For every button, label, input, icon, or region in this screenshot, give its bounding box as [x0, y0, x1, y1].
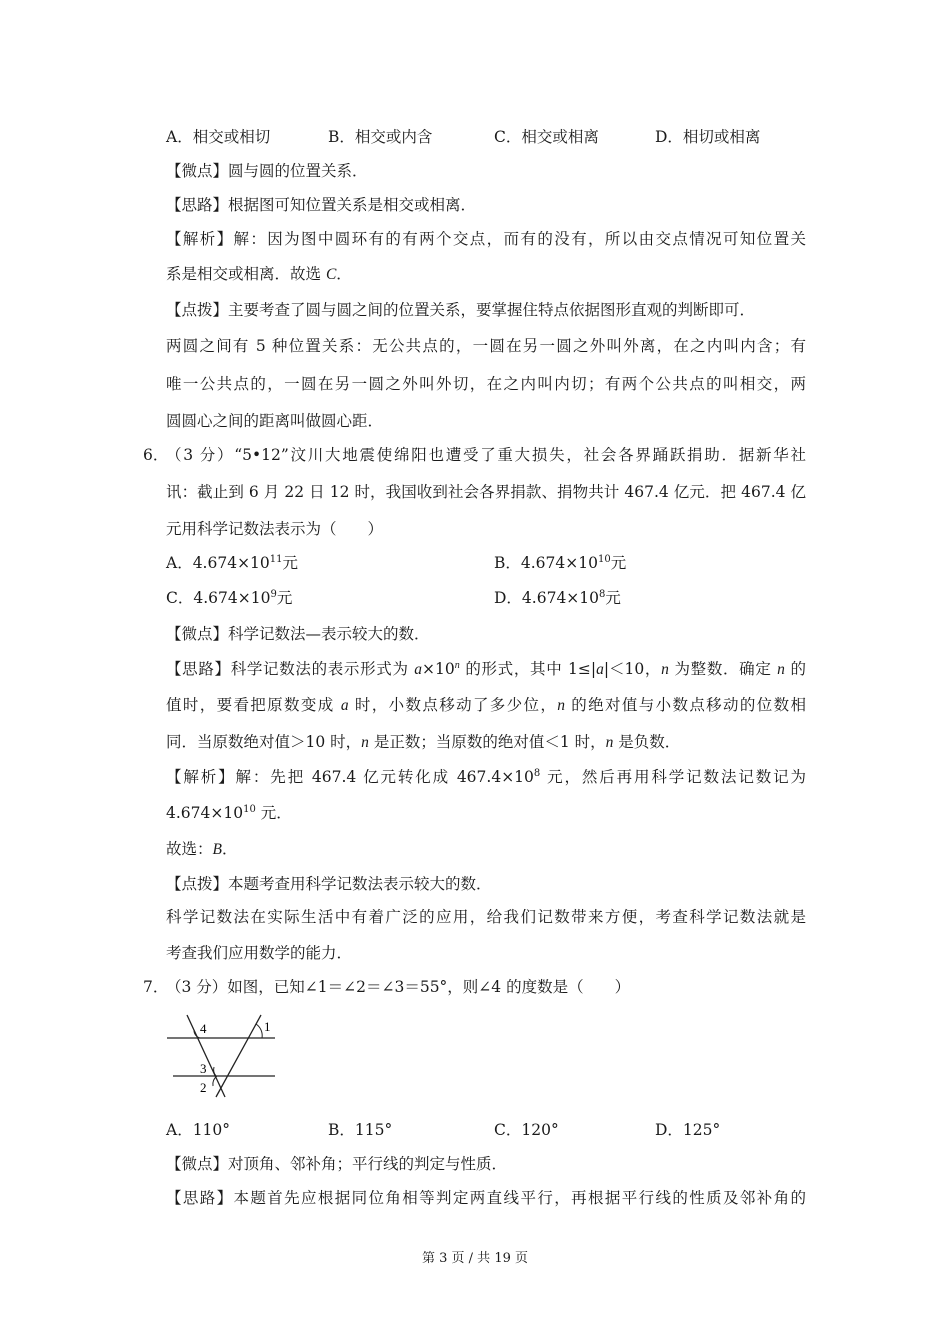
q6-silu-line1: 【思路】科学记数法的表示形式为 $a\times 10^n$ 的形式，其中 1≤|a|＜10，n 为整数．确定 n 的 [166, 660, 806, 678]
q5-dianbo-line3: 唯一公共点的，一圆在另一圆之外叫外切，在之内叫内切；有两个公共点的叫相交，两 [166, 375, 806, 393]
q6-stem-line1: （3 分）“5•12”汶川大地震使绵阳也遭受了重大损失，社会各界踊跃捐助．据新华社 [166, 446, 806, 464]
q5-option-d: D．相切或相离 [655, 128, 761, 146]
q6-answer: 故选：B． [166, 840, 238, 858]
q6-number: 6． [143, 446, 169, 464]
q5-jiexi-line1: 【解析】解：因为图中圆环有的有两个交点，而有的没有，所以由交点情况可知位置关 [166, 230, 806, 248]
q7-silu-line1: 【思路】本题首先应根据同位角相等判定两直线平行，再根据平行线的性质及邻补角的 [166, 1189, 806, 1207]
q7-option-c: C．120° [494, 1121, 559, 1139]
q6-option-a: A．$4.674\times 10^{11}$元 [166, 554, 299, 572]
q5-dianbo-line4: 圆圆心之间的距离叫做圆心距． [166, 412, 384, 430]
q5-option-c: C．相交或相离 [494, 128, 599, 146]
page-footer: 第 3 页 / 共 19 页 [422, 1251, 528, 1266]
right-transversal [216, 1015, 261, 1097]
q6-dianbo-line2: 科学记数法在实际生活中有着广泛的应用，给我们记数带来方便，考查科学记数法就是 [166, 908, 806, 926]
q6-jiexi-line1: 【解析】解：先把 467.4 亿元转化成 $467.4\times 10^8$ 元，然后再用科学记数法记数记为 [166, 768, 806, 786]
label-2: 2 [200, 1080, 207, 1095]
q7-option-a: A．110° [166, 1121, 231, 1139]
label-3: 3 [200, 1061, 207, 1076]
q5-dianbo-line2: 两圆之间有 5 种位置关系：无公共点的，一圆在另一圆之外叫外离，在之内叫内含；有 [166, 337, 806, 355]
q6-option-d: D．$4.674\times 10^8$元 [494, 589, 621, 607]
q7-angle-figure [167, 1012, 279, 1102]
parallel-lines-diagram [167, 1012, 279, 1098]
q7-stem: （3 分）如图，已知∠1＝∠2＝∠3＝55°，则∠4 的度数是（ ） [166, 978, 631, 996]
q6-dianbo-line3: 考查我们应用数学的能力． [166, 944, 353, 962]
q7-option-b: B．115° [328, 1121, 393, 1139]
label-1: 1 [264, 1019, 271, 1034]
q6-silu-line2: 值时，要看把原数变成 a 时，小数点移动了多少位，n 的绝对值与小数点移动的位数相 [166, 696, 806, 714]
q6-stem-line3: 元用科学记数法表示为（ ） [166, 520, 384, 538]
q7-option-d: D．125° [655, 1121, 721, 1139]
q5-weidian: 【微点】圆与圆的位置关系． [166, 162, 368, 180]
q5-dianbo-line1: 【点拨】主要考查了圆与圆之间的位置关系，要掌握住特点依据图形直观的判断即可． [166, 301, 756, 319]
q6-jiexi-line2: $4.674\times 10^{10}$ 元． [166, 804, 292, 822]
q7-number: 7． [143, 978, 169, 996]
q6-dianbo-line1: 【点拨】本题考查用科学记数法表示较大的数． [166, 875, 492, 893]
q5-jiexi-line2: 系是相交或相离．故选 C． [166, 265, 352, 283]
q6-weidian: 【微点】科学记数法—表示较大的数． [166, 625, 430, 643]
q6-silu-line3: 同．当原数绝对值＞10 时，n 是正数；当原数的绝对值＜1 时，n 是负数． [166, 733, 681, 751]
q5-option-a: A．相交或相切 [166, 128, 271, 146]
q6-option-b: B．$4.674\times 10^{10}$元 [494, 554, 627, 572]
q6-option-c: C．$4.674\times 10^9$元 [166, 589, 293, 607]
q6-stem-line2: 讯：截止到 6 月 22 日 12 时，我国收到社会各界捐款、捐物共计 467.4 亿元．把 467.4 亿 [166, 483, 806, 501]
q5-silu: 【思路】根据图可知位置关系是相交或相离． [166, 196, 477, 214]
angle-1-arc [256, 1024, 262, 1038]
label-4: 4 [200, 1021, 207, 1036]
q7-weidian: 【微点】对顶角、邻补角；平行线的判定与性质． [166, 1155, 508, 1173]
q5-option-b: B．相交或内含 [328, 128, 433, 146]
